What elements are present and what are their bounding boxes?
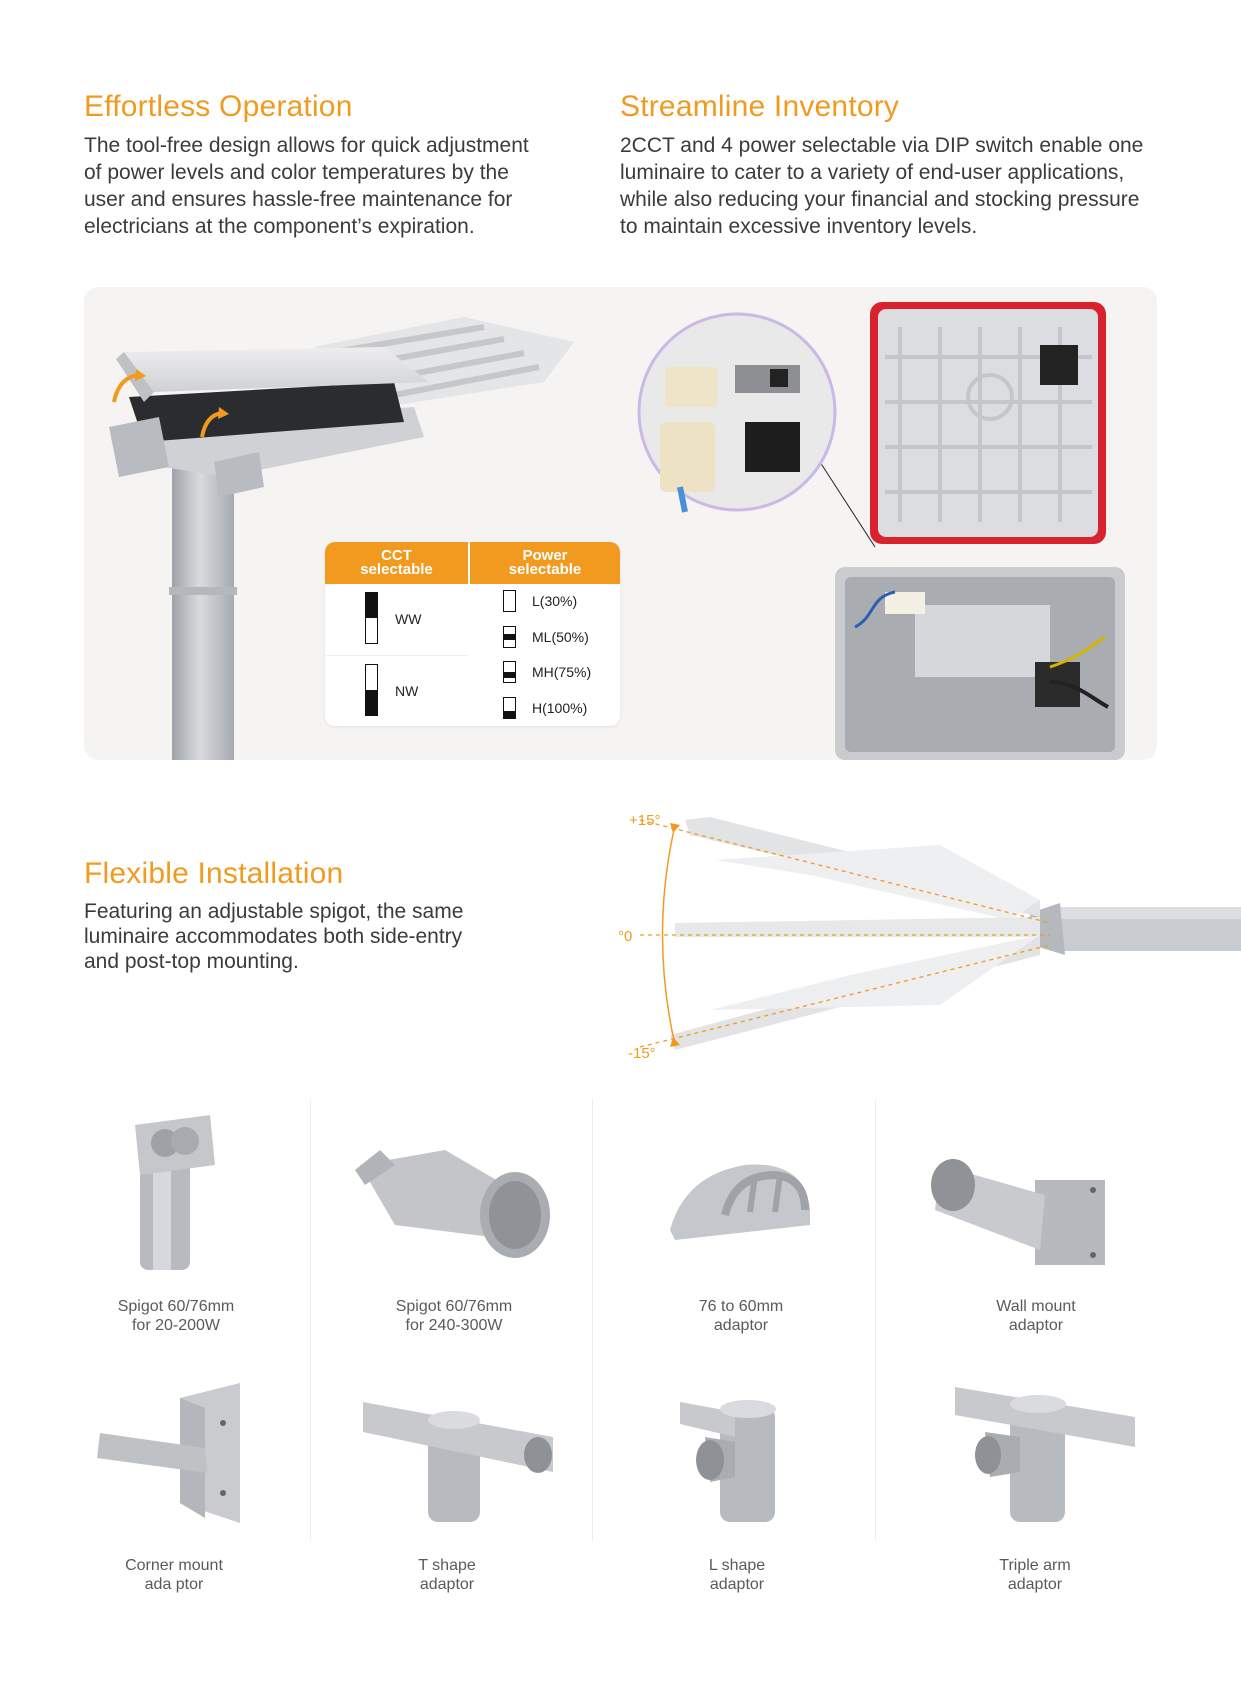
accessory-caption bbox=[657, 1556, 817, 1594]
streamline-description bbox=[620, 132, 1180, 240]
dip-switch-table bbox=[325, 542, 620, 726]
caption-line: T shape bbox=[418, 1557, 476, 1574]
dip-switch-l bbox=[503, 590, 516, 612]
streamline-line: to maintain excessive inventory levels. bbox=[620, 215, 978, 238]
angle-zero: °0 bbox=[618, 928, 633, 945]
effortless-line: The tool-free design allows for quick adjustment bbox=[84, 134, 529, 157]
accessory-caption bbox=[956, 1297, 1116, 1335]
caption-line: for 240-300W bbox=[405, 1317, 503, 1334]
streamline-line: while also reducing your financial and stocking pressure bbox=[620, 188, 1140, 211]
corner-mount-image bbox=[95, 1378, 245, 1528]
caption-line: Triple arm bbox=[999, 1557, 1071, 1574]
caption-line: Corner mount bbox=[125, 1557, 223, 1574]
cct-option-ww: WW bbox=[395, 611, 422, 627]
streamline-line: luminaire to cater to a variety of end-user applications, bbox=[620, 161, 1125, 184]
caption-line: adaptor bbox=[419, 1576, 475, 1593]
accessory-caption bbox=[374, 1297, 534, 1335]
tilt-angle-illustration bbox=[610, 805, 1241, 1075]
l-shape-image bbox=[675, 1382, 805, 1532]
power-header-line: Power bbox=[522, 547, 568, 564]
caption-line: for 20-200W bbox=[131, 1317, 221, 1334]
effortless-line: of power levels and color temperatures by the bbox=[84, 161, 509, 184]
angle-minus-15: -15° bbox=[628, 1045, 656, 1062]
spigot-240-300w-image bbox=[355, 1135, 555, 1265]
caption-line: L shape bbox=[708, 1557, 766, 1574]
power-option-ml: ML(50%) bbox=[532, 629, 589, 645]
streamline-line: 2CCT and 4 power selectable via DIP switch enable one bbox=[620, 134, 1144, 157]
flexible-line: Featuring an adjustable spigot, the same bbox=[84, 900, 464, 923]
cct-header-line: selectable bbox=[360, 561, 433, 578]
streamline-title: Streamline Inventory bbox=[620, 90, 900, 123]
caption-line: Wall mount bbox=[996, 1298, 1076, 1315]
caption-line: adaptor bbox=[709, 1576, 765, 1593]
accessory-caption bbox=[94, 1556, 254, 1594]
accessory-caption bbox=[955, 1556, 1115, 1594]
t-shape-image bbox=[358, 1387, 558, 1527]
effortless-line: electricians at the component’s expiration. bbox=[84, 215, 475, 238]
dip-switch-h bbox=[503, 697, 516, 719]
triple-arm-image bbox=[950, 1377, 1140, 1527]
flexible-line: and post-top mounting. bbox=[84, 950, 299, 973]
power-option-mh: MH(75%) bbox=[532, 664, 592, 680]
effortless-title: Effortless Operation bbox=[84, 90, 353, 123]
power-header bbox=[470, 542, 620, 584]
caption-line: ada ptor bbox=[144, 1576, 204, 1593]
spigot-20-200w-image bbox=[125, 1105, 225, 1275]
accessory-caption bbox=[96, 1297, 256, 1335]
effortless-description bbox=[84, 132, 604, 240]
power-header-line: selectable bbox=[508, 561, 582, 578]
caption-line: adaptor bbox=[1007, 1576, 1063, 1593]
cct-header bbox=[325, 542, 468, 584]
dip-switch-nw bbox=[365, 664, 378, 716]
caption-line: 76 to 60mm bbox=[698, 1298, 784, 1315]
dip-switch-mh bbox=[503, 661, 516, 683]
cct-option-nw: NW bbox=[395, 683, 419, 699]
wall-mount-image bbox=[925, 1140, 1110, 1270]
flexible-description bbox=[84, 899, 554, 974]
dip-switch-ml bbox=[503, 626, 516, 648]
driver-box-illustration bbox=[630, 287, 1157, 760]
accessory-caption bbox=[661, 1297, 821, 1335]
cct-header-line: CCT bbox=[381, 547, 412, 564]
caption-line: Spigot 60/76mm bbox=[117, 1298, 235, 1315]
caption-line: adaptor bbox=[1008, 1317, 1064, 1334]
flexible-title: Flexible Installation bbox=[84, 857, 344, 890]
accessory-caption bbox=[367, 1556, 527, 1594]
angle-plus-15: +15° bbox=[629, 812, 661, 829]
caption-line: adaptor bbox=[713, 1317, 769, 1334]
power-option-l: L(30%) bbox=[532, 593, 578, 609]
flexible-line: luminaire accommodates both side-entry bbox=[84, 925, 463, 948]
caption-line: Spigot 60/76mm bbox=[395, 1298, 513, 1315]
dip-switch-ww bbox=[365, 592, 378, 644]
adaptor-76-60-image bbox=[665, 1150, 815, 1245]
effortless-line: user and ensures hassle-free maintenance for bbox=[84, 188, 513, 211]
power-option-h: H(100%) bbox=[532, 700, 588, 716]
